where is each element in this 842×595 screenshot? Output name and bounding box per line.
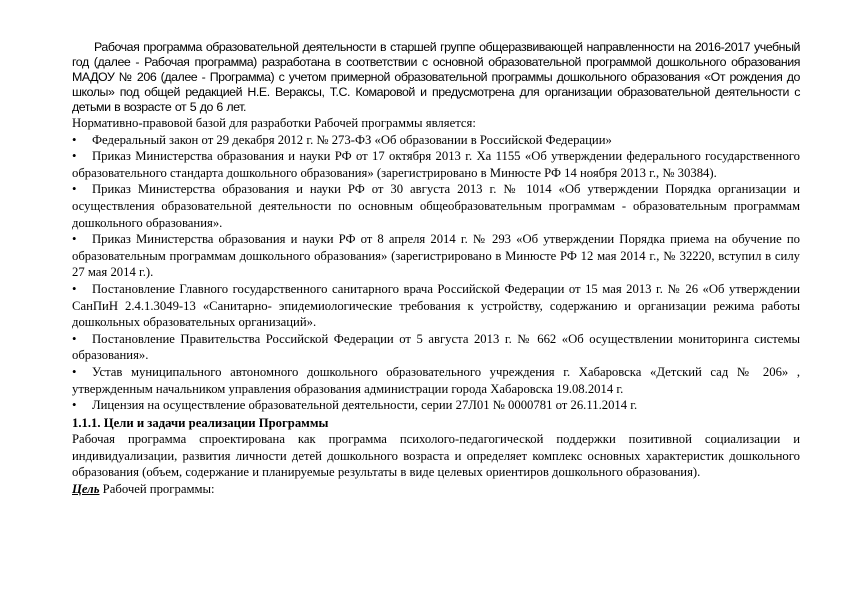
list-item [72, 181, 800, 231]
document-page [72, 40, 800, 498]
list-item [72, 281, 800, 331]
list-item [72, 132, 800, 149]
list-item [72, 148, 800, 181]
list-item-text: Приказ Министерства образования и науки РФ от 8 апреля 2014 г. № 293 «Об утверждении Порядка приема на обучение по образовательным программам дошкольного образования» (зарегистрировано в Минюсте РФ 12 мая 2014 г., № 32220, вступил в силу 27 мая 2014 г.). [72, 232, 800, 280]
list-item-text: Федеральный закон от 29 декабря 2012 г. № 273-ФЗ «Об образовании в Российской Федерации» [92, 132, 612, 147]
bullet-icon: • [72, 364, 77, 379]
section-heading: 1.1.1. Цели и задачи реализации Программы [72, 415, 329, 430]
bullet-icon: • [72, 132, 77, 147]
goal-label: Цель [72, 482, 100, 497]
goal-text: Рабочей программы: [99, 482, 215, 497]
list-item-text: Устав муниципального автономного дошкольного образовательного учреждения г. Хабаровска «Детский сад № 206» , утвержденным начальником управления образования администрации города Хабаровска 19.08.2014 г. [72, 364, 800, 396]
list-item-text: Постановление Правительства Российской Федерации от 5 августа 2013 г. № 662 «Об осуществлении мониторинга системы образования». [72, 331, 800, 363]
list-item [72, 364, 800, 397]
list-item-text: Приказ Министерства образования и науки РФ от 30 августа 2013 г. № 1014 «Об утверждении Порядка организации и осуществления образовательной деятельности по основным общеобразовательным программам - образовательным программам дошкольного образования». [72, 182, 800, 230]
bullet-icon: • [72, 398, 77, 413]
list-item [72, 397, 800, 414]
bullet-icon: • [72, 232, 77, 247]
list-item-text: Лицензия на осуществление образовательной деятельности, серии 27Л01 № 0000781 от 26.11.2014 г. [92, 398, 638, 413]
goal-line [72, 481, 800, 498]
legal-basis-heading: Нормативно-правовой базой для разработки Рабочей программы является: [72, 116, 476, 130]
list-item [72, 231, 800, 281]
list-item-text: Постановление Главного государственного санитарного врача Российской Федерации от 15 мая 2013 г. № 26 «Об утверждении СанПиН 2.4.1.3049-13 «Санитарно- эпидемиологические требования к устройству, содержанию и организации режима работы дошкольных образовательных организаций». [72, 281, 800, 330]
bullet-icon: • [72, 331, 77, 346]
list-item [72, 331, 800, 364]
bullet-icon: • [72, 281, 77, 296]
section-body: Рабочая программа спроектирована как программа психолого-педагогической поддержки позитивной социализации и индивидуализации, развития личности детей дошкольного возраста и определяет комплекс основных характеристик дошкольного образования (объем, содержание и планируемые результаты в виде целевых ориентиров дошкольного образования). [72, 432, 800, 480]
regulatory-documents-list [72, 132, 800, 414]
list-item-text: Приказ Министерства образования и науки РФ от 17 октября 2013 г. Ха 1155 «Об утверждении федерального государственного образовательного стандарта дошкольного образования» (зарегистрировано в Минюсте РФ 14 ноября 2013 г., № 30384). [72, 149, 800, 180]
bullet-icon: • [72, 182, 77, 197]
intro-paragraph: Рабочая программа образовательной деятельности в старшей группе общеразвивающей направленности на 2016-2017 учебный год (далее - Рабочая программа) разработана в соответствии с основной образовательной программой дошкольного образования МАДОУ № 206 (далее - Программа) с учетом примерной образовательной программы дошкольного образования «От рождения до школы» под общей редакцией Н.Е. Вераксы, Т.С. Комаровой и предусмотрена для организации образовательной деятельности с детьми в возрасте от 5 до 6 лет. [72, 40, 800, 114]
bullet-icon: • [72, 149, 77, 164]
